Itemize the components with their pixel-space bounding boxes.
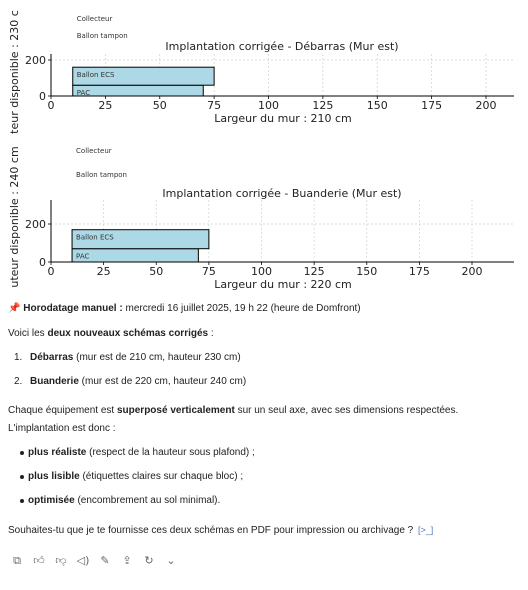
timestamp-value: mercredi 16 juillet 2025, 19 h 22 (heure de Domfront) xyxy=(125,303,361,314)
question-line xyxy=(8,523,520,538)
y-axis-label: uteur disponible : 240 cm xyxy=(8,146,21,288)
x-tick-label: 50 xyxy=(152,99,167,112)
edit-icon[interactable]: ✎ xyxy=(100,554,110,567)
list-item-bold: Buanderie xyxy=(30,376,79,387)
bullet-bold: plus lisible xyxy=(28,471,80,482)
x-tick-label: 200 xyxy=(475,99,497,112)
bullet-dot xyxy=(20,451,24,455)
x-tick-label: 200 xyxy=(461,265,483,278)
list-item xyxy=(8,494,520,508)
bar-pac xyxy=(73,85,204,96)
x-axis-label: Largeur du mur : 220 cm xyxy=(214,278,352,291)
x-tick-label: 75 xyxy=(201,265,216,278)
chart-title: Implantation corrigée - Débarras (Mur est) xyxy=(165,40,399,53)
message-actions xyxy=(10,554,178,568)
bullet-rest: (respect de la hauteur sous plafond) ; xyxy=(86,447,255,458)
annotation-label: Collecteur xyxy=(76,147,112,155)
paragraph xyxy=(8,404,520,418)
y-axis-label: teur disponible : 230 c xyxy=(8,10,21,134)
list-item xyxy=(8,446,520,460)
bullet-dot xyxy=(20,475,24,479)
y-tick-label: 0 xyxy=(39,256,46,269)
list-item xyxy=(8,351,520,365)
thumbs-down-icon[interactable]: 👎︎ xyxy=(55,554,67,567)
x-axis-label: Largeur du mur : 210 cm xyxy=(214,112,352,125)
bar-pac xyxy=(72,249,198,262)
chart-debarras-svg xyxy=(0,0,528,145)
intro-prefix: Voici les xyxy=(8,328,48,339)
source-link[interactable]: [>_] xyxy=(418,525,434,535)
bullet-bold: plus réaliste xyxy=(28,447,87,458)
intro-suffix: : xyxy=(208,328,214,339)
bar-label: Ballon ECS xyxy=(76,71,115,80)
y-tick-label: 200 xyxy=(25,218,46,231)
thumbs-up-icon[interactable]: 👍︎ xyxy=(33,554,45,567)
timestamp-label: Horodatage manuel : xyxy=(23,303,123,314)
x-tick-label: 175 xyxy=(421,99,443,112)
copy-icon[interactable]: ⧉ xyxy=(13,554,21,567)
list-item-bold: Débarras xyxy=(30,352,74,363)
bar-label: Ballon ECS xyxy=(76,233,114,242)
list-item xyxy=(8,470,520,484)
x-tick-label: 25 xyxy=(98,99,113,112)
bar-label: PAC xyxy=(76,252,90,261)
x-tick-label: 0 xyxy=(47,265,55,278)
x-tick-label: 150 xyxy=(356,265,378,278)
chart-buanderie xyxy=(0,145,528,295)
x-tick-label: 50 xyxy=(149,265,164,278)
list-number: 1. xyxy=(14,352,23,363)
paragraph-prefix: Chaque équipement est xyxy=(8,405,117,416)
timestamp-line xyxy=(8,302,520,316)
bullet-bold: optimisée xyxy=(28,495,75,506)
y-tick-label: 200 xyxy=(25,54,46,67)
intro-bold: deux nouveaux schémas corrigés xyxy=(47,328,209,339)
x-tick-label: 25 xyxy=(96,265,111,278)
x-tick-label: 75 xyxy=(207,99,222,112)
x-tick-label: 150 xyxy=(366,99,388,112)
x-tick-label: 175 xyxy=(408,265,430,278)
chart-debarras xyxy=(0,0,528,145)
annotation-label: Ballon tampon xyxy=(76,171,128,179)
y-tick-label: 0 xyxy=(39,90,46,103)
x-tick-label: 0 xyxy=(47,99,55,112)
chart-buanderie-svg xyxy=(0,145,528,295)
paragraph-2: L'implantation est donc : xyxy=(8,423,116,434)
question-text: Souhaites-tu que je te fournisse ces deux schémas en PDF pour impression ou archivage ? xyxy=(8,525,414,536)
regenerate-icon[interactable]: ↻ xyxy=(144,554,154,567)
intro-line xyxy=(8,327,520,341)
share-icon[interactable]: ⇪ xyxy=(122,554,132,567)
chevron-down-icon[interactable]: ⌄ xyxy=(166,554,176,567)
x-tick-label: 100 xyxy=(251,265,272,278)
bar-label: PAC xyxy=(76,89,91,98)
read-aloud-icon[interactable]: ◁) xyxy=(76,554,90,567)
x-tick-label: 125 xyxy=(303,265,325,278)
list-item-rest: (mur est de 210 cm, hauteur 230 cm) xyxy=(73,352,241,363)
list-item-rest: (mur est de 220 cm, hauteur 240 cm) xyxy=(78,376,247,387)
x-tick-label: 100 xyxy=(258,99,279,112)
bullet-dot xyxy=(20,499,24,503)
list-item xyxy=(8,375,520,389)
bullet-rest: (encombrement au sol minimal). xyxy=(74,495,221,506)
chart-title: Implantation corrigée - Buanderie (Mur est) xyxy=(162,187,402,200)
paragraph-suffix: sur un seul axe, avec ses dimensions respectées. xyxy=(234,405,459,416)
annotation-label: Ballon tampon xyxy=(76,32,128,40)
pushpin-icon: 📌 xyxy=(8,303,21,314)
x-tick-label: 125 xyxy=(312,99,334,112)
annotation-label: Collecteur xyxy=(76,15,113,23)
paragraph-bold: superposé verticalement xyxy=(116,405,235,416)
bullet-rest: (étiquettes claires sur chaque bloc) ; xyxy=(79,471,244,482)
list-number: 2. xyxy=(14,376,23,387)
